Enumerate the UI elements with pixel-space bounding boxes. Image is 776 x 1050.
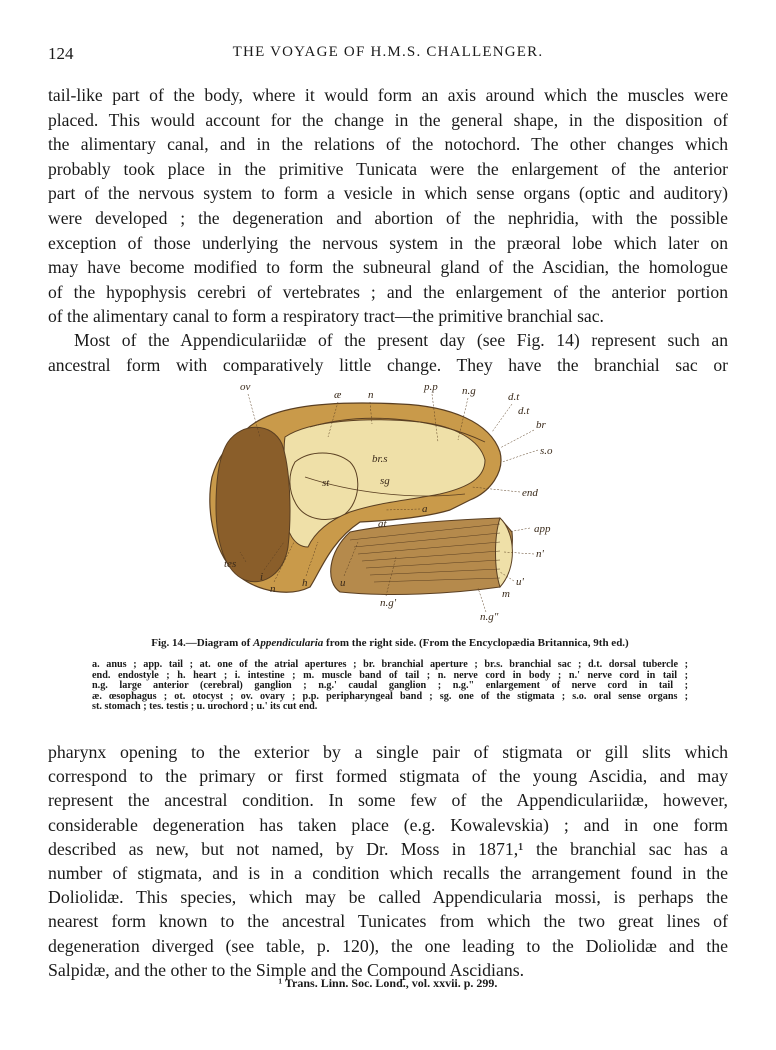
label-n-bottom: n — [270, 583, 276, 595]
label-n-prime: n' — [536, 548, 544, 560]
label-dt: d.t — [508, 391, 520, 403]
tail-cut-end — [496, 518, 513, 587]
running-head — [48, 44, 728, 68]
label-sg: sg — [380, 475, 390, 487]
leader-line — [508, 528, 530, 532]
label-a: a — [422, 503, 428, 515]
text-line: the alimentary canal, and in the relations of the notochord. The other changes which — [48, 134, 728, 155]
legend-line: end. endostyle ; h. heart ; i. intestine ; m. muscle band of tail ; n. nerve cord in body ; n.' nerve cord in tail ; — [92, 669, 688, 681]
label-n-top: n — [368, 389, 374, 401]
label-u-prime: u' — [516, 576, 524, 588]
label-ng-prime: n.g' — [380, 597, 397, 609]
text-line: of the hypophysis cerebri of vertebrates ; and the enlargement of the anterior portion — [48, 281, 728, 302]
tail-shape — [331, 518, 513, 594]
text-line: probably took place in the primitive Tunicata were the enlargement of the anterior — [48, 158, 728, 179]
text-line: nearest form known to the ancestral Tunicates from which the two great lines of — [48, 911, 728, 932]
label-m: m — [502, 588, 510, 600]
label-brs: br.s — [372, 453, 388, 465]
running-title: THE VOYAGE OF H.M.S. CHALLENGER. — [232, 44, 544, 60]
text-line: represent the ancestral condition. In some few of the Appendiculariidæ, however, — [48, 790, 728, 811]
label-pp: p.p — [424, 382, 438, 393]
label-end: end — [522, 487, 538, 499]
caption-prefix: Fig. 14.—Diagram of — [151, 637, 253, 649]
legend-line: n.g. large anterior (cerebral) ganglion ; n.g.' caudal ganglion ; n.g." enlargement of nerve cord in tail ; — [92, 680, 688, 692]
paragraph-3 — [48, 740, 728, 982]
label-tes: tes — [224, 558, 237, 570]
text-line: ancestral form with comparatively little change. They have the branchial sac or — [48, 354, 728, 375]
leader-line — [500, 430, 534, 448]
figure-caption — [92, 637, 688, 650]
text-line: may have become modified to form the subneural gland of the Ascidian, the homologue — [48, 257, 728, 278]
page-number: 124 — [48, 44, 74, 63]
paragraph-1 — [48, 83, 728, 329]
label-i: i — [260, 571, 264, 583]
label-ng: n.g — [462, 385, 476, 397]
leader-line — [492, 404, 512, 432]
text-line: degeneration diverged (see table, p. 120), the one leading to the Doliolidæ and the — [48, 935, 728, 956]
text-line: pharynx opening to the exterior by a single pair of stigmata or gill slits which — [48, 742, 728, 762]
text-line: Salpidæ, and the other to the Simple and the Compound Ascidians. — [48, 959, 525, 980]
legend-line: a. anus ; app. tail ; at. one of the atrial apertures ; br. branchial aperture ; br.s. branchial sac ; d.t. dorsal tubercle ; — [92, 659, 688, 670]
text-line: considerable degeneration has taken place (e.g. Kowalevskia) ; and in one form — [48, 814, 728, 835]
appendicularia-diagram — [200, 382, 580, 632]
caption-suffix: from the right side. (From the Encyclopædia Britannica, 9th ed.) — [323, 637, 629, 649]
text-line: described as new, but not named, by Dr. Moss in 1871,¹ the branchial sac has a — [48, 838, 728, 859]
text-line: were developed ; the degeneration and abortion of the nephridia, with the possible — [48, 207, 728, 228]
text-line: Most of the Appendiculariidæ of the present day (see Fig. 14) represent such an — [74, 330, 728, 350]
text-line: part of the nervous system to form a vesicle in which sense organs (optic and auditory) — [48, 183, 728, 204]
caption-genus: Appendicularia — [252, 637, 324, 649]
text-line: Doliolidæ. This species, which may be called Appendicularia mossi, is perhaps the — [48, 887, 728, 908]
label-br: br — [536, 419, 546, 431]
label-ae: æ — [334, 389, 342, 401]
text-line: tail-like part of the body, where it would form an axis around which the muscles were — [48, 85, 728, 105]
label-dt-2: d.t — [518, 405, 530, 417]
diagram-svg — [200, 382, 580, 632]
label-app: app — [534, 523, 551, 535]
label-ov: ov — [240, 382, 251, 393]
legend-line: æ. œsophagus ; ot. otocyst ; ov. ovary ; p.p. peripharyngeal band ; sg. one of the stigmata ; s.o. oral sense organs ; — [92, 690, 688, 702]
label-st: st — [322, 477, 330, 489]
text-line: correspond to the primary or first formed stigmata of the young Ascidia, and may — [48, 766, 728, 787]
label-h: h — [302, 577, 308, 589]
text-line: placed. This would account for the change in the general shape, in the disposition of — [48, 109, 728, 130]
text-line: number of stigmata, and is in a condition which recalls the arrangement found in the — [48, 863, 728, 884]
label-ng-dprime: n.g" — [480, 611, 499, 623]
leader-line — [502, 450, 538, 462]
label-u: u — [340, 577, 346, 589]
leader-line — [478, 588, 486, 612]
text-line: of the alimentary canal to form a respiratory tract—the primitive branchial sac. — [48, 306, 604, 327]
text-line: exception of those underlying the nervous system in the præoral lobe which later on — [48, 232, 728, 253]
label-so: s.o — [540, 445, 553, 457]
figure-legend — [92, 660, 688, 713]
label-at: at — [378, 518, 387, 530]
legend-line: st. stomach ; tes. testis ; u. urochord ; u.' its cut end. — [92, 701, 318, 713]
paragraph-2 — [48, 328, 728, 377]
footnote: ¹ Trans. Linn. Soc. Lond., vol. xxvii. p. 299. — [278, 976, 498, 990]
